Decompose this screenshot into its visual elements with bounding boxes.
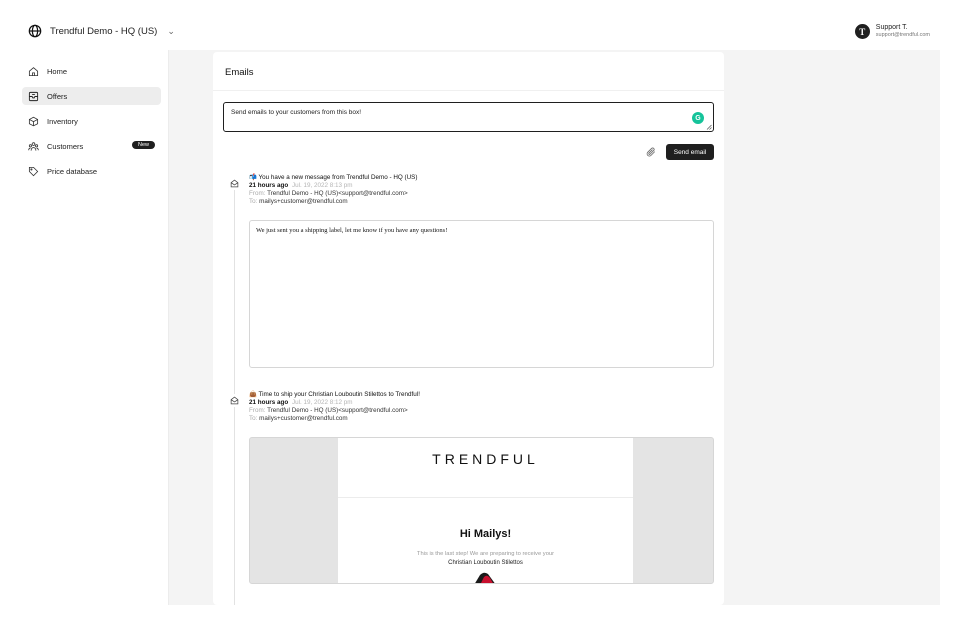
- email-subject[interactable]: 📬 You have a new message from Trendful Demo - HQ (US): [249, 174, 418, 181]
- email-content: [338, 438, 633, 583]
- from-label: From:: [249, 407, 266, 414]
- user-email: support@trendful.com: [875, 32, 930, 38]
- sidebar-item-label: Offers: [47, 91, 68, 101]
- email-from: Trendful Demo - HQ (US)<support@trendful.com>: [267, 407, 408, 414]
- sidebar-item-offers[interactable]: [22, 87, 161, 105]
- org-switcher[interactable]: [28, 24, 175, 38]
- sidebar-item-home[interactable]: [22, 62, 161, 80]
- new-badge: New: [132, 141, 155, 149]
- sidebar-item-label: Customers: [47, 141, 84, 151]
- envelope-open-icon: [228, 394, 241, 407]
- email-date: Jul. 19, 2022 8:13 pm: [291, 182, 353, 189]
- envelope-open-icon: [228, 177, 241, 190]
- email-header: [249, 174, 417, 206]
- user-name: Support T.: [875, 24, 908, 31]
- divider: [338, 497, 633, 498]
- email-to: mailys+customer@trendful.com: [259, 415, 348, 422]
- emails-panel: [213, 52, 724, 605]
- from-label: From:: [249, 190, 266, 197]
- top-bar: [16, 14, 940, 50]
- sidebar-item-customers[interactable]: [22, 137, 161, 155]
- email-preview: [249, 437, 714, 584]
- email-product-name: Christian Louboutin Stilettos: [448, 560, 523, 566]
- page-title: Emails: [225, 67, 254, 78]
- sidebar-item-label: Inventory: [47, 116, 78, 126]
- sidebar-item-label: Home: [47, 66, 68, 76]
- to-label: To:: [249, 415, 258, 422]
- sidebar: [16, 50, 169, 605]
- brand-logo: TRENDFUL: [432, 451, 539, 467]
- email-greeting: Hi Mailys!: [459, 528, 512, 540]
- sidebar-item-inventory[interactable]: [22, 112, 161, 130]
- sidebar-item-price-database[interactable]: [22, 162, 161, 180]
- send-email-button[interactable]: Send email: [666, 144, 714, 160]
- compose-text: Send emails to your customers from this box!: [231, 109, 362, 116]
- email-paragraph: This is the last step! We are preparing to receive your: [416, 551, 555, 557]
- box-icon: [28, 116, 39, 127]
- email-body-text: We just sent you a shipping label, let me know if you have any questions!: [256, 227, 448, 234]
- user-menu[interactable]: [855, 24, 930, 39]
- avatar: T: [855, 24, 870, 39]
- email-age: 21 hours ago: [249, 399, 289, 406]
- grammarly-icon[interactable]: G: [692, 112, 704, 124]
- divider: [213, 90, 724, 91]
- users-icon: [28, 141, 39, 152]
- product-image: [466, 571, 506, 584]
- resize-handle-icon[interactable]: [706, 124, 712, 130]
- home-icon: [28, 66, 39, 77]
- tag-icon: [28, 166, 39, 177]
- email-body: [249, 220, 714, 368]
- offers-icon: [28, 91, 39, 102]
- chevron-down-icon: ⌄: [167, 25, 175, 36]
- sidebar-item-label: Price database: [47, 166, 98, 176]
- org-name: Trendful Demo - HQ (US): [50, 25, 158, 37]
- globe-icon: [28, 24, 42, 38]
- email-from: Trendful Demo - HQ (US)<support@trendful.com>: [267, 190, 408, 197]
- email-age: 21 hours ago: [249, 182, 289, 189]
- paperclip-icon[interactable]: [645, 146, 657, 158]
- email-date: Jul. 19, 2022 8:12 pm: [291, 399, 353, 406]
- email-to: mailys+customer@trendful.com: [259, 198, 348, 205]
- email-subject[interactable]: 👜 Time to ship your Christian Louboutin Stilettos to Trendful!: [249, 391, 420, 398]
- to-label: To:: [249, 198, 258, 205]
- email-header: [249, 391, 420, 423]
- compose-textarea[interactable]: [223, 102, 714, 132]
